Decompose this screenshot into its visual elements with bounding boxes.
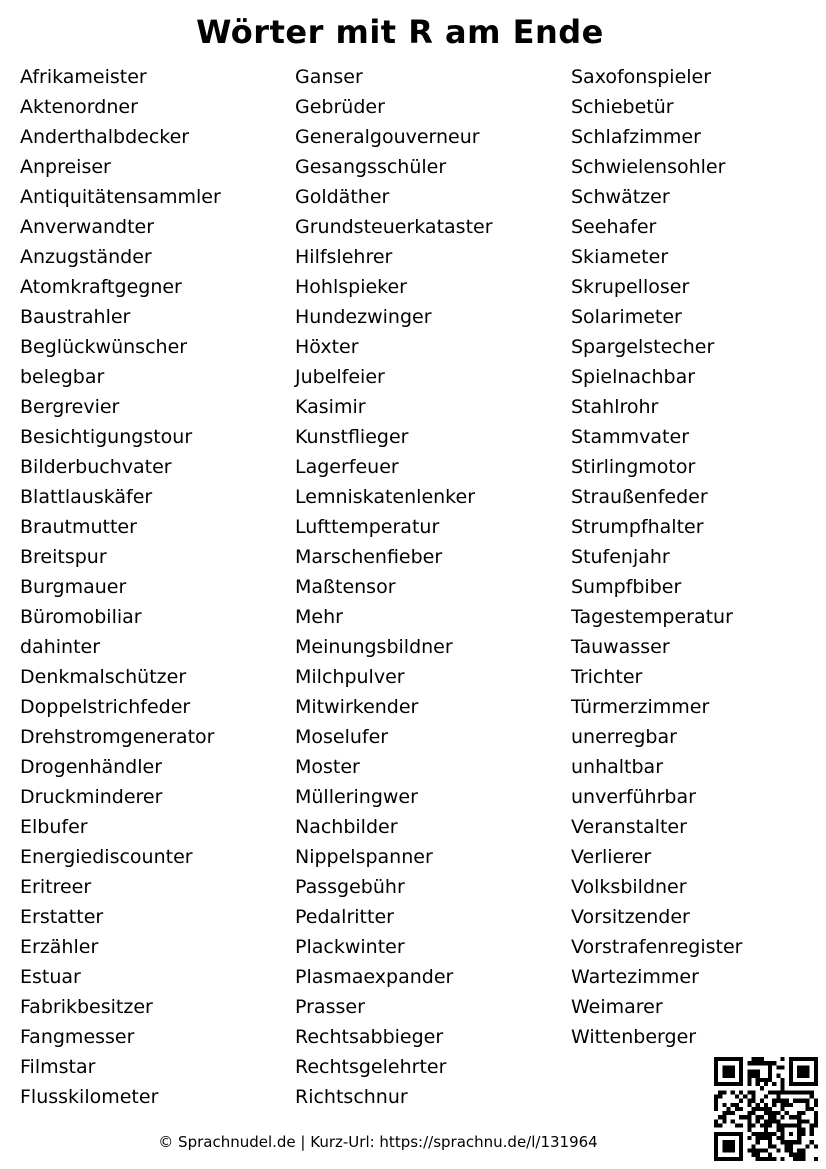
- word-item: Doppelstrichfeder: [20, 696, 191, 718]
- word-item: Plasmaexpander: [295, 966, 454, 988]
- word-item: Eritreer: [20, 876, 92, 898]
- word-item: Erstatter: [20, 906, 104, 928]
- word-item: Mülleringwer: [295, 786, 418, 808]
- word-item: Baustrahler: [20, 306, 131, 328]
- word-item: Mehr: [295, 606, 343, 628]
- word-item: Stufenjahr: [571, 546, 670, 568]
- word-item: Afrikameister: [20, 66, 147, 88]
- word-item: Stirlingmotor: [571, 456, 696, 478]
- word-item: Verlierer: [571, 846, 652, 868]
- word-item: Sumpfbiber: [571, 576, 682, 598]
- word-item: unerregbar: [571, 726, 677, 748]
- word-item: Nippelspanner: [295, 846, 433, 868]
- word-item: Büromobiliar: [20, 606, 142, 628]
- word-item: Lagerfeuer: [295, 456, 399, 478]
- word-item: Besichtigungstour: [20, 426, 193, 448]
- word-item: Lufttemperatur: [295, 516, 440, 538]
- word-column-2: [295, 62, 493, 1112]
- word-item: Vorsitzender: [571, 906, 690, 928]
- word-item: Erzähler: [20, 936, 99, 958]
- word-item: Wittenberger: [571, 1026, 697, 1048]
- word-item: Skrupelloser: [571, 276, 690, 298]
- word-item: Strumpfhalter: [571, 516, 704, 538]
- word-item: Fabrikbesitzer: [20, 996, 153, 1018]
- word-item: unverführbar: [571, 786, 696, 808]
- word-item: Atomkraftgegner: [20, 276, 182, 298]
- word-item: Antiquitätensammler: [20, 186, 221, 208]
- word-item: Denkmalschützer: [20, 666, 187, 688]
- word-item: Prasser: [295, 996, 365, 1018]
- word-item: Veranstalter: [571, 816, 687, 838]
- word-item: Rechtsgelehrter: [295, 1056, 447, 1078]
- word-item: Flusskilometer: [20, 1086, 159, 1108]
- word-item: Generalgouverneur: [295, 126, 480, 148]
- word-item: Maßtensor: [295, 576, 396, 598]
- word-item: Schiebetür: [571, 96, 674, 118]
- word-item: Marschenfieber: [295, 546, 443, 568]
- word-item: Ganser: [295, 66, 363, 88]
- word-item: Bergrevier: [20, 396, 120, 418]
- word-item: Filmstar: [20, 1056, 96, 1078]
- word-item: Solarimeter: [571, 306, 682, 328]
- word-item: Trichter: [571, 666, 643, 688]
- word-item: Schwätzer: [571, 186, 670, 208]
- word-item: Saxofonspieler: [571, 66, 712, 88]
- word-item: Energiediscounter: [20, 846, 193, 868]
- word-item: Volksbildner: [571, 876, 687, 898]
- word-item: Blattlauskäfer: [20, 486, 153, 508]
- word-item: Estuar: [20, 966, 81, 988]
- word-item: Türmerzimmer: [571, 696, 710, 718]
- word-column-1: [20, 62, 221, 1112]
- word-item: Spielnachbar: [571, 366, 696, 388]
- word-item: Höxter: [295, 336, 359, 358]
- word-item: Goldäther: [295, 186, 390, 208]
- word-item: Richtschnur: [295, 1086, 408, 1108]
- word-item: Elbufer: [20, 816, 88, 838]
- footer-credit: © Sprachnudel.de | Kurz-Url: https://sprachnu.de/l/131964: [158, 1133, 598, 1151]
- word-item: Wartezimmer: [571, 966, 699, 988]
- page-title: Wörter mit R am Ende: [196, 13, 604, 51]
- word-item: Jubelfeier: [295, 366, 385, 388]
- word-item: Lemniskatenlenker: [295, 486, 475, 508]
- word-item: Spargelstecher: [571, 336, 715, 358]
- word-item: Breitspur: [20, 546, 107, 568]
- word-item: Skiameter: [571, 246, 669, 268]
- word-item: Nachbilder: [295, 816, 398, 838]
- word-item: Anderthalbdecker: [20, 126, 190, 148]
- word-item: Weimarer: [571, 996, 663, 1018]
- word-item: Stahlrohr: [571, 396, 659, 418]
- word-item: Hilfslehrer: [295, 246, 393, 268]
- word-item: unhaltbar: [571, 756, 664, 778]
- word-item: Anzugständer: [20, 246, 152, 268]
- word-item: Meinungsbildner: [295, 636, 453, 658]
- word-item: Schlafzimmer: [571, 126, 701, 148]
- word-item: Drogenhändler: [20, 756, 163, 778]
- word-item: Brautmutter: [20, 516, 137, 538]
- word-item: Kunstflieger: [295, 426, 409, 448]
- word-item: Anverwandter: [20, 216, 155, 238]
- word-item: Druckminderer: [20, 786, 163, 808]
- word-item: Mitwirkender: [295, 696, 419, 718]
- word-item: belegbar: [20, 366, 105, 388]
- word-item: Hohlspieker: [295, 276, 407, 298]
- word-item: Tagestemperatur: [571, 606, 733, 628]
- word-item: Passgebühr: [295, 876, 405, 898]
- word-item: Moselufer: [295, 726, 389, 748]
- word-item: Burgmauer: [20, 576, 127, 598]
- word-item: Fangmesser: [20, 1026, 135, 1048]
- word-item: Grundsteuerkataster: [295, 216, 493, 238]
- word-item: Plackwinter: [295, 936, 405, 958]
- word-item: Anpreiser: [20, 156, 111, 178]
- word-item: Seehafer: [571, 216, 657, 238]
- word-item: Gesangsschüler: [295, 156, 447, 178]
- word-column-3: [571, 62, 742, 1052]
- word-item: Hundezwinger: [295, 306, 432, 328]
- word-item: Drehstromgenerator: [20, 726, 215, 748]
- word-item: Milchpulver: [295, 666, 405, 688]
- word-item: dahinter: [20, 636, 101, 658]
- word-item: Tauwasser: [571, 636, 670, 658]
- word-item: Aktenordner: [20, 96, 138, 118]
- word-item: Bilderbuchvater: [20, 456, 172, 478]
- word-item: Stammvater: [571, 426, 690, 448]
- word-item: Rechtsabbieger: [295, 1026, 444, 1048]
- word-item: Pedalritter: [295, 906, 394, 928]
- word-item: Gebrüder: [295, 96, 385, 118]
- word-item: Straußenfeder: [571, 486, 708, 508]
- word-item: Moster: [295, 756, 360, 778]
- word-item: Schwielensohler: [571, 156, 726, 178]
- word-item: Kasimir: [295, 396, 366, 418]
- word-item: Beglückwünscher: [20, 336, 188, 358]
- word-item: Vorstrafenregister: [571, 936, 743, 958]
